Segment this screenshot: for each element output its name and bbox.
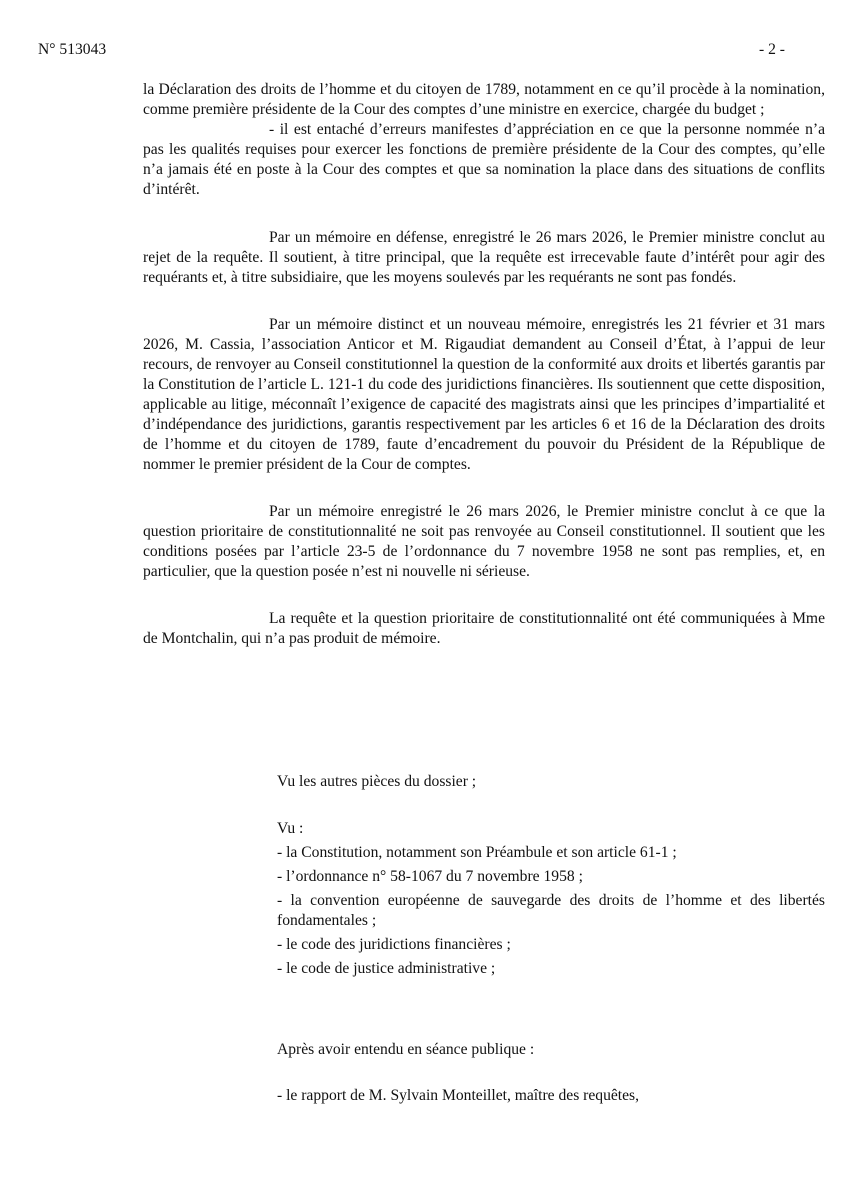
paragraph-defense: Par un mémoire en défense, enregistré le 26 mars 2026, le Premier ministre conclut au rejet de la requête. Il soutient, à titre principal, que la requête est irrecevable faute d’intérêt pour agir des requérants et, à titre subsidiaire, que les moyens soulevés par les requérants ne sont pas fondés. xyxy=(143,229,825,286)
vu-section xyxy=(277,772,825,979)
page-header xyxy=(38,40,785,60)
vu-item-ordonnance: - l’ordonnance n° 58-1067 du 7 novembre 1958 ; xyxy=(277,868,583,885)
document-body xyxy=(143,80,825,649)
vu-autres-pieces: Vu les autres pièces du dossier ; xyxy=(277,773,477,790)
paragraph-memoire-distinct: Par un mémoire distinct et un nouveau mémoire, enregistrés les 21 février et 31 mars 2026, M. Cassia, l’association Anticor et M. Rigaudiat demandent au Conseil d’État, à l’appui de leur recours, de renvoyer au Conseil constitutionnel la question de la conformité aux droits et libertés garantis par la Constitution de l’article L. 121-1 du code des juridictions financières. Ils soutiennent que cette disposition, applicable au litige, méconnaît l’exigence de capacité des magistrats ainsi que les principes d’impartialité et d’indépendance des juridictions, garantis respectivement par les articles 6 et 16 de la Déclaration des droits de l’homme et du citoyen de 1789, faute d’encadrement du pouvoir du Président de la République de nommer le premier président de la Cour de comptes. xyxy=(143,316,825,473)
paragraph-erreurs: - il est entaché d’erreurs manifestes d’appréciation en ce que la personne nommée n’a pas les qualités requises pour exercer les fonctions de première présidente de la Cour des comptes, qu’elle n’a jamais été en poste à la Cour des comptes et que sa nomination la place dans des situations de conflits d’intérêt. xyxy=(143,121,825,198)
rapport-line: - le rapport de M. Sylvain Monteillet, maître des requêtes, xyxy=(277,1087,640,1104)
paragraph-declaration: la Déclaration des droits de l’homme et du citoyen de 1789, notamment en ce qu’il procède à la nomination, comme première présidente de la Cour des comptes d’une ministre en exercice, chargée du budget ; xyxy=(143,81,825,118)
vu-item-constitution: - la Constitution, notamment son Préambule et son article 61-1 ; xyxy=(277,844,677,861)
paragraph-communication: La requête et la question prioritaire de constitutionnalité ont été communiquées à Mme de Montchalin, qui n’a pas produit de mémoire. xyxy=(143,610,825,647)
document-number: N° 513043 xyxy=(38,41,107,58)
vu-item-code-justice: - le code de justice administrative ; xyxy=(277,960,496,977)
apres-audience: Après avoir entendu en séance publique : xyxy=(277,1041,535,1058)
vu-item-code-juridictions: - le code des juridictions financières ; xyxy=(277,936,511,953)
page-number: - 2 - xyxy=(759,41,785,58)
vu-label: Vu : xyxy=(277,820,304,837)
vu-item-convention: - la convention européenne de sauvegarde des droits de l’homme et des libertés fondamentales ; xyxy=(277,892,825,929)
paragraph-memoire-premier-ministre: Par un mémoire enregistré le 26 mars 2026, le Premier ministre conclut à ce que la question prioritaire de constitutionnalité ne soit pas renvoyée au Conseil constitutionnel. Il soutient que les conditions posées par l’article 23-5 de l’ordonnance du 7 novembre 1958 ne sont pas remplies, et, en particulier, que la question posée n’est ni nouvelle ni sérieuse. xyxy=(143,503,825,580)
audience-section xyxy=(277,1040,825,1106)
